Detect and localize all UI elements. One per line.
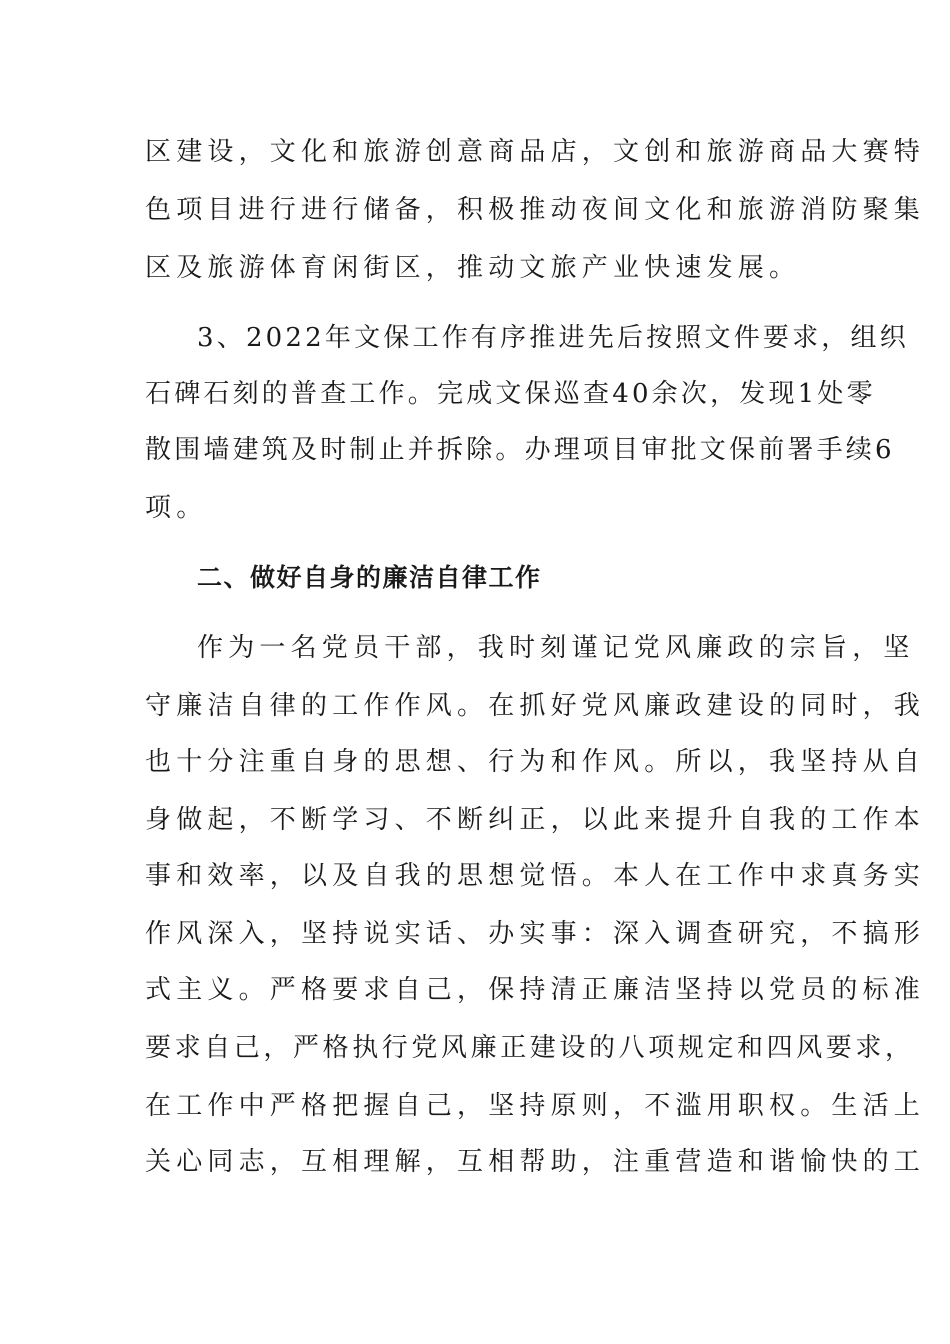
paragraph-line: 作为一名党员干部，我时刻谨记党风廉政的宗旨，坚 [197, 633, 915, 663]
paragraph-line: 在工作中严格把握自己，坚持原则，不滥用职权。生活上 [145, 1091, 926, 1121]
paragraph-line: 3、2022年文保工作有序推进先后按照文件要求，组织 [197, 323, 909, 353]
paragraph-line: 守廉洁自律的工作作风。在抓好党风廉政建设的同时，我 [145, 691, 926, 721]
paragraph-line: 身做起，不断学习、不断纠正，以此来提升自我的工作本 [145, 805, 926, 835]
paragraph-line: 作风深入，坚持说实话、办实事：深入调查研究，不搞形 [145, 919, 926, 949]
paragraph-line: 项。 [145, 493, 208, 523]
paragraph-line: 区及旅游体育闲街区，推动文旅产业快速发展。 [145, 253, 801, 283]
paragraph-line: 色项目进行进行储备，积极推动夜间文化和旅游消防聚集 [145, 195, 926, 225]
paragraph-line: 区建设，文化和旅游创意商品店，文创和旅游商品大赛特 [145, 137, 926, 167]
paragraph-line: 石碑石刻的普查工作。完成文保巡查40余次，发现1处零 [145, 379, 876, 409]
paragraph-line: 关心同志，互相理解，互相帮助，注重营造和谐愉快的工 [145, 1147, 926, 1177]
paragraph-line: 散围墙建筑及时制止并拆除。办理项目审批文保前署手续6 [145, 435, 895, 465]
paragraph-line: 也十分注重自身的思想、行为和作风。所以，我坚持从自 [145, 747, 926, 777]
paragraph-line: 要求自己，严格执行党风廉正建设的八项规定和四风要求， [145, 1033, 915, 1063]
paragraph-line: 事和效率，以及自我的思想觉悟。本人在工作中求真务实 [145, 861, 926, 891]
section-heading: 二、做好自身的廉洁自律工作 [197, 563, 542, 592]
paragraph-line: 式主义。严格要求自己，保持清正廉洁坚持以党员的标准 [145, 975, 926, 1005]
